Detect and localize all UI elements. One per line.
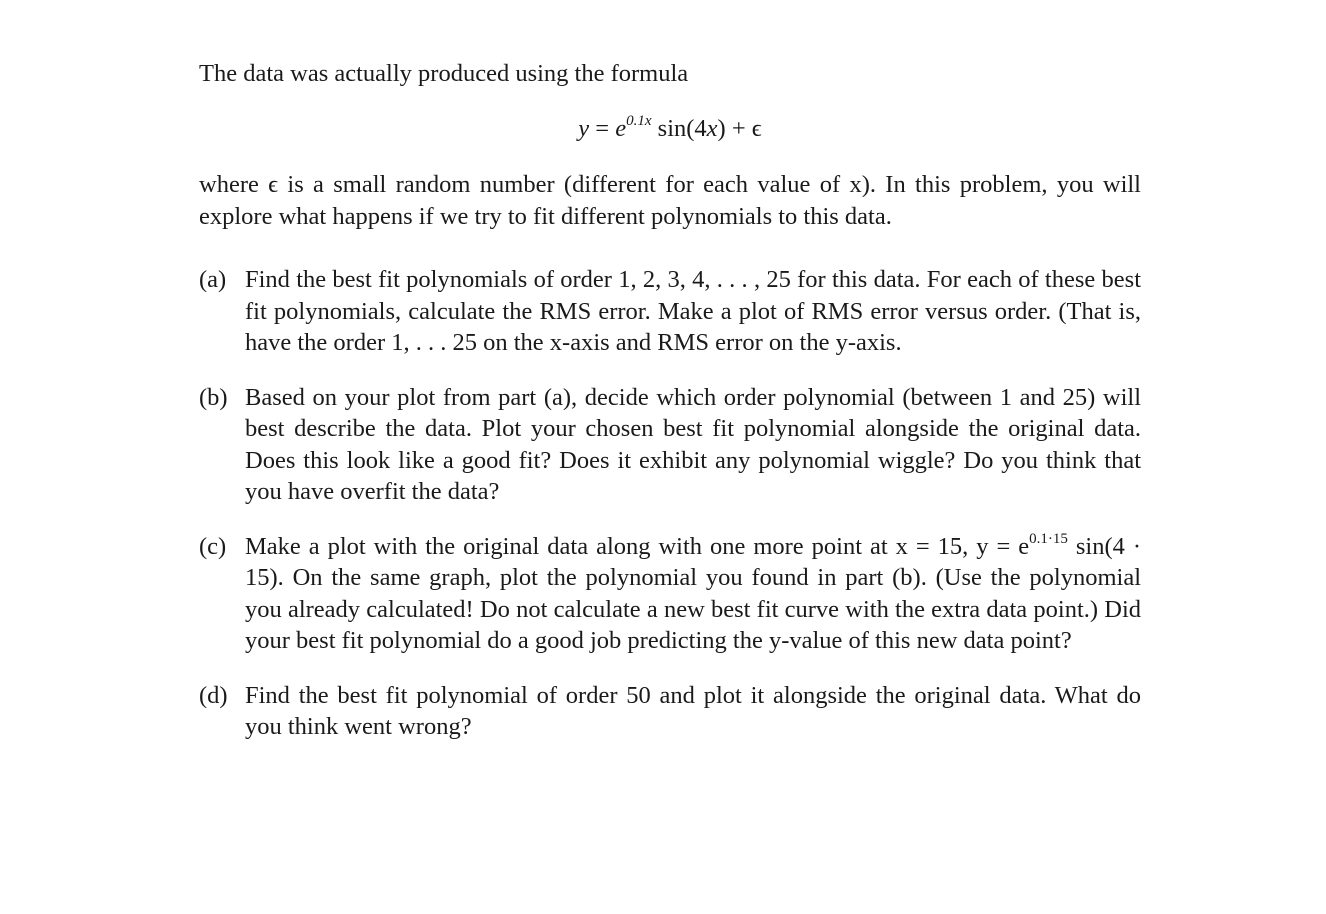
intro-text: The data was actually produced using the formula [199,60,689,87]
formula [199,113,1141,145]
item-text: Based on your plot from part (a), decide which order polynomial (between 1 and 25) will best describe the data. Plot your chosen best fit polynomial alongside the original data. Does this look like a good fit? Does it exhibit any polynomial wiggle? Do you think that you have overfit the data? [245,383,1141,505]
problem-document [199,58,1141,766]
item-label: (c) [199,532,227,560]
item-text: Find the best fit polynomials of order 1, 2, 3, 4, . . . , 25 for this data. For each of these best fit polynomials, calculate the RMS error. Make a plot of RMS error versus order. (That is, have the order 1, . . . 25 on the x-axis and RMS error on the y-axis. [245,266,1141,356]
item-text: Find the best fit polynomial of order 50 and plot it alongside the original data. What do you think went wrong? [245,681,1141,740]
formula-rest: sin(4 [651,114,707,142]
item-text-after: sin(4 · 15). On the same graph, plot the polynomial you found in part (b). (Use the polynomial you already calculated! Do not calculate a new best fit curve with the extra data point.) Did your best fit polynomial do a good job predicting the y-value of this new data point? [245,532,1141,654]
item-c [199,531,1141,657]
where-paragraph: where ϵ is a small random number (different for each value of x). In this problem, you will explore what happens if we try to fit different polynomials to this data. [199,171,1141,230]
problem-items [199,264,1141,743]
formula-tail: ) + ϵ [717,114,762,142]
formula-base: e [615,114,627,142]
item-text-before: Make a plot with the original data along with one more point at x = 15, y = e [245,532,1030,560]
item-b [199,382,1141,508]
item-label: (a) [199,266,227,293]
item-d [199,680,1141,743]
formula-lhs: y [578,114,590,142]
formula-exponent: 0.1x [626,112,652,129]
item-exponent: 0.1·15 [1029,530,1068,547]
item-label: (b) [199,383,228,411]
item-label: (d) [199,681,228,709]
formula-var: x [706,114,718,142]
formula-equals: = [589,114,616,142]
item-text [245,531,1141,657]
item-a [199,264,1141,359]
